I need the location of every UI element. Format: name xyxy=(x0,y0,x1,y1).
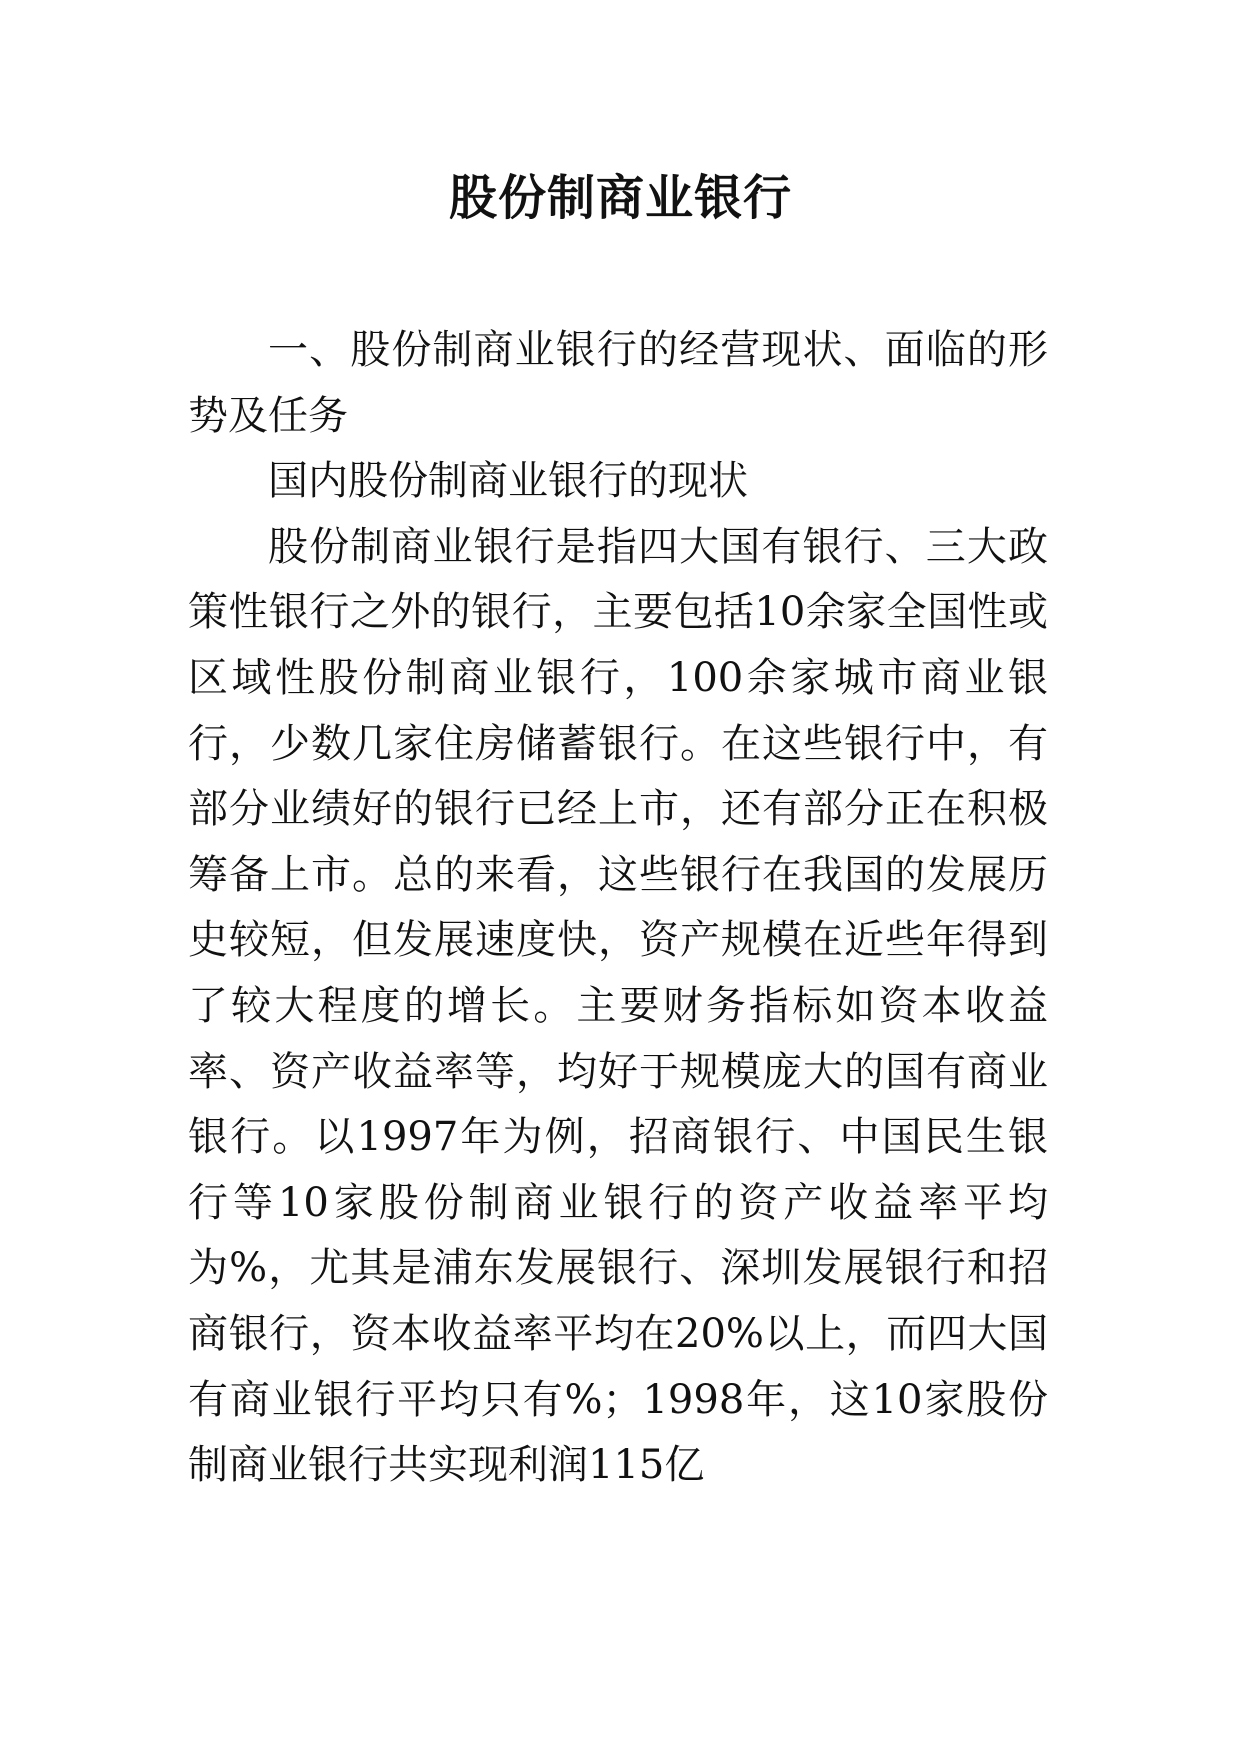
body-paragraph: 股份制商业银行是指四大国有银行、三大政策性银行之外的银行，主要包括10余家全国性或区域性股份制商业银行，100余家城市商业银行，少数几家住房储蓄银行。在这些银行中，有部分业绩好的银行已经上市，还有部分正在积极筹备上市。总的来看，这些银行在我国的发展历史较短，但发展速度快，资产规模在近些年得到了较大程度的增长。主要财务指标如资本收益率、资产收益率等，均好于规模庞大的国有商业银行。以1997年为例，招商银行、中国民生银行等10家股份制商业银行的资产收益率平均为%，尤其是浦东发展银行、深圳发展银行和招商银行，资本收益率平均在20%以上，而四大国有商业银行平均只有%；1998年，这10家股份制商业银行共实现利润115亿 xyxy=(188,523,1048,1489)
subsection-heading: 国内股份制商业银行的现状 xyxy=(268,458,748,505)
section-heading: 一、股份制商业银行的经营现状、面临的形势及任务 xyxy=(188,327,1048,439)
document-body xyxy=(188,318,1048,1499)
document-title: 股份制商业银行 xyxy=(448,170,792,226)
